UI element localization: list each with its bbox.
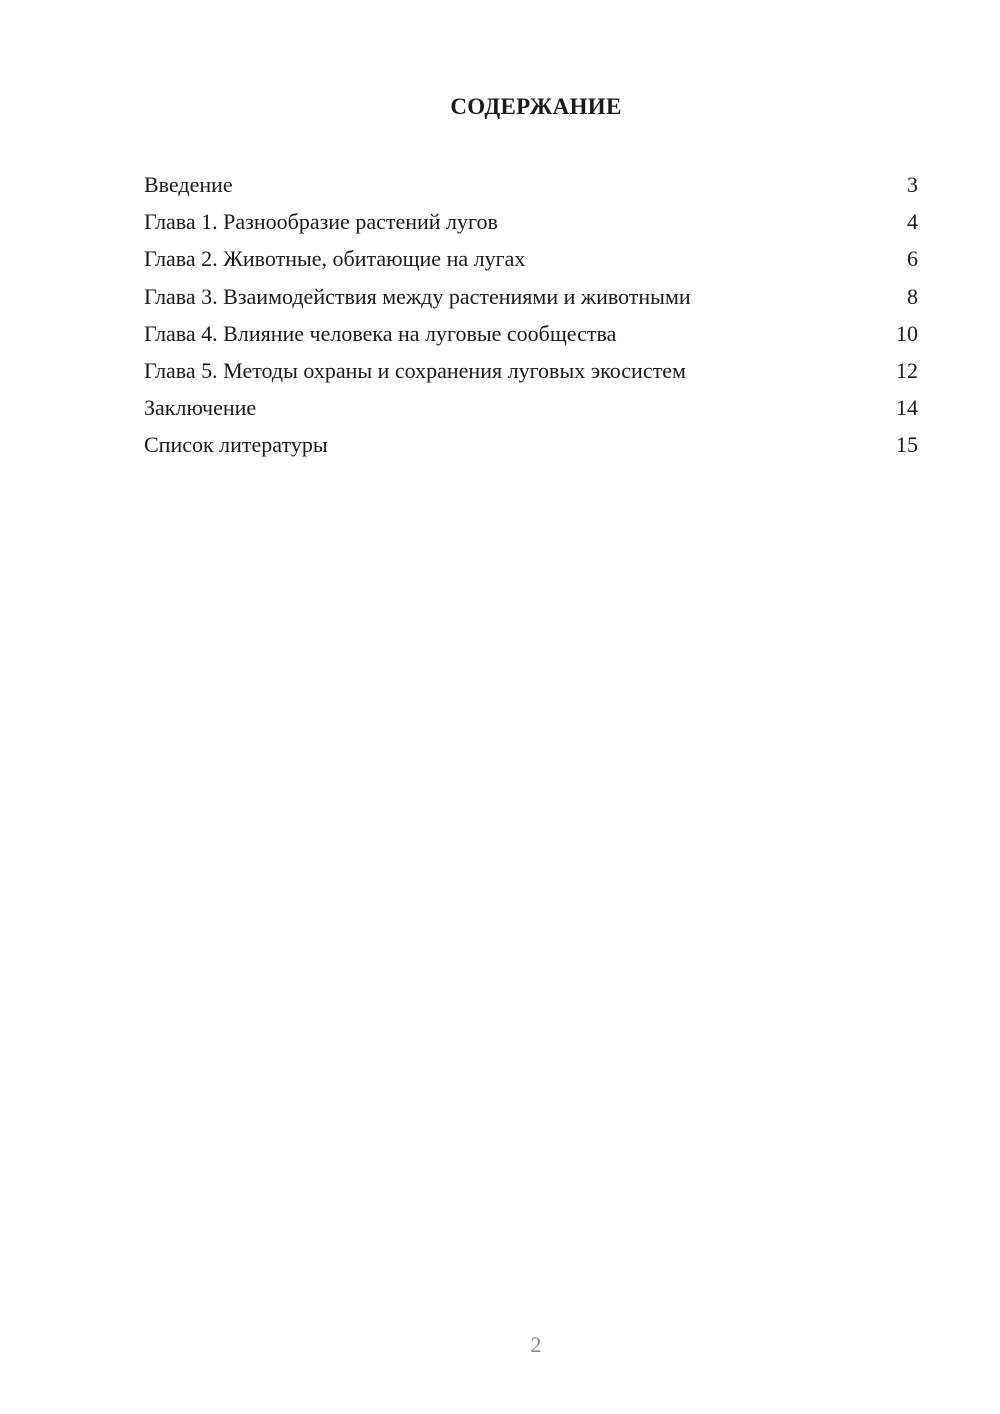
toc-entry-conclusion <box>144 391 918 428</box>
toc-entry-page: 15 <box>896 432 918 458</box>
toc-entry-label: Заключение <box>144 395 257 421</box>
toc-entry-page: 12 <box>896 357 918 383</box>
toc-entry-label: Глава 5. Методы охраны и сохранения луговых экосистем <box>144 357 686 383</box>
toc-entry-page: 10 <box>896 320 918 346</box>
toc-entry-label: Глава 2. Животные, обитающие на лугах <box>144 246 526 272</box>
toc-entry-page: 14 <box>896 395 918 421</box>
toc-entry-chapter-2 <box>144 242 918 279</box>
toc-entry-label: Глава 3. Взаимодействия между растениями и животными <box>144 283 691 309</box>
toc-entry-label: Глава 4. Влияние человека на луговые сообщества <box>144 320 617 346</box>
page-title: СОДЕРЖАНИЕ <box>450 94 622 119</box>
toc-entry-label: Список литературы <box>144 432 328 458</box>
toc-entry-page: 3 <box>907 172 918 197</box>
toc-entry-chapter-1 <box>144 205 918 242</box>
toc-entry-label: Глава 1. Разнообразие растений лугов <box>144 209 498 235</box>
toc-entry-references <box>144 428 918 465</box>
toc-entry-chapter-4 <box>144 317 918 354</box>
toc-entry-chapter-5 <box>144 354 918 391</box>
toc-entry-page: 6 <box>907 246 918 272</box>
toc-entry-introduction <box>144 168 918 205</box>
toc-entry-chapter-3 <box>144 280 918 317</box>
table-of-contents <box>144 168 918 466</box>
toc-entry-label: Введение <box>144 172 233 197</box>
page-number: 2 <box>530 1332 542 1357</box>
toc-entry-page: 4 <box>907 209 918 235</box>
toc-entry-page: 8 <box>907 283 918 309</box>
